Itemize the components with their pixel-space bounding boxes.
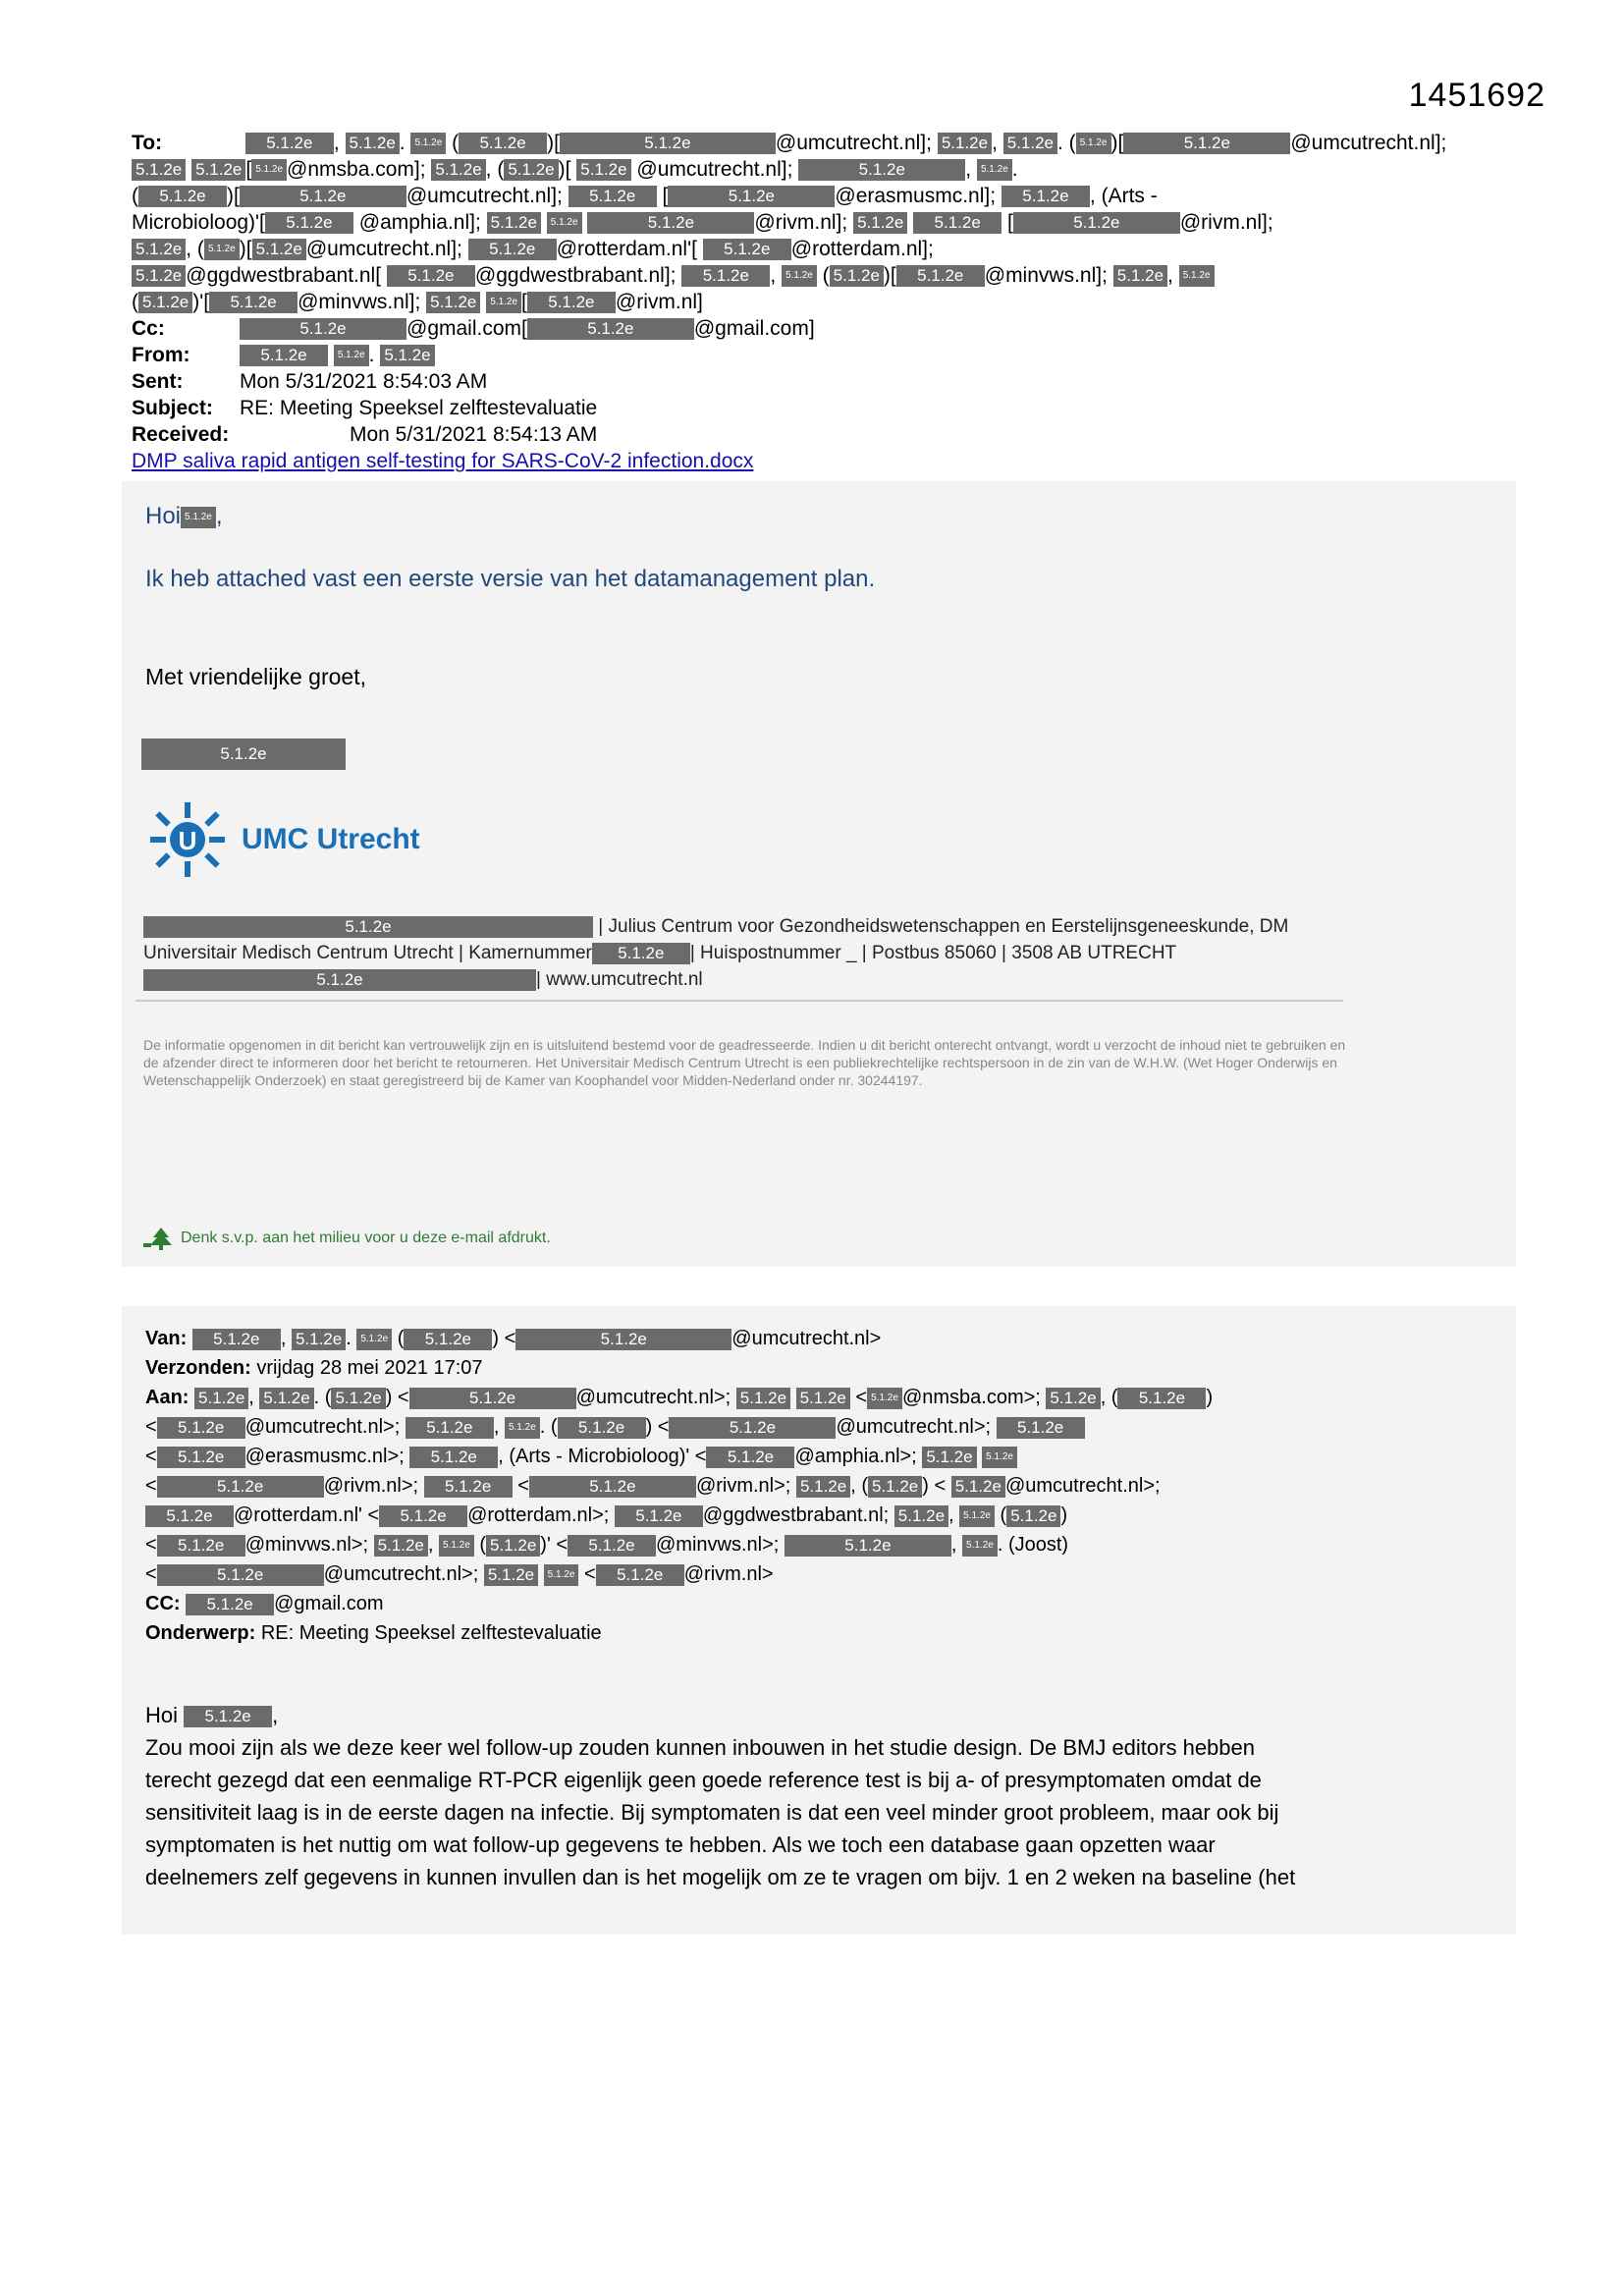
aan-line-3: < 5.1.2e @erasmusmc.nl>; 5.1.2e , (Arts - Microbioloog)' < 5.1.2e @amphia.nl>; 5.1.2e 5.1.2e (145, 1442, 1510, 1471)
redaction: 5.1.2e (240, 186, 406, 207)
address: @gmail.com (274, 1593, 384, 1614)
subject-label: Subject: (132, 397, 213, 419)
redaction: 5.1.2e (1003, 133, 1057, 154)
environment-text: Denk s.v.p. aan het milieu voor u deze e-mail afdrukt. (181, 1230, 551, 1246)
signature-text: | Huispostnummer _ | Postbus 85060 | 3508 AB UTRECHT (689, 943, 1177, 963)
address: @ggdwestbrabant.nl; (702, 1504, 890, 1526)
address: @umcutrecht.nl>; (1004, 1475, 1161, 1497)
greeting-text: Hoi (145, 503, 182, 529)
verzonden-value: vrijdag 28 mei 2021 17:07 (256, 1357, 483, 1379)
redaction: 5.1.2e (380, 345, 434, 366)
redaction: 5.1.2e (853, 212, 907, 234)
body-line: terecht gezegd dat een eenmalige RT-PCR eigenlijk geen goede reference test is bij a- of presymptomaten omdat de (145, 1768, 1262, 1792)
address: @minvws.nl>; (244, 1534, 369, 1556)
from-line: From: 5.1.2e 5.1.2e . 5.1.2e (132, 342, 1526, 368)
redaction: 5.1.2e (527, 292, 616, 313)
redaction: 5.1.2e (424, 1476, 513, 1498)
redaction: 5.1.2e (157, 1535, 245, 1557)
address: @rivm.nl>; (695, 1475, 791, 1497)
redaction: 5.1.2e (867, 1388, 902, 1409)
forward-header (145, 1324, 1510, 1648)
address: @umcutrecht.nl>; (575, 1387, 731, 1408)
redaction: 5.1.2e (265, 212, 353, 234)
greeting-2: Hoi 5.1.2e , (145, 1703, 279, 1727)
van-line: Van: 5.1.2e , 5.1.2e . 5.1.2e ( 5.1.2e ) < 5.1.2e @umcutrecht.nl> (145, 1328, 882, 1349)
onderwerp-line (145, 1618, 1510, 1648)
redaction: 5.1.2e (346, 133, 400, 154)
redaction: 5.1.2e (736, 1388, 790, 1409)
redaction: 5.1.2e (706, 1447, 794, 1468)
redaction: 5.1.2e (1179, 265, 1215, 287)
address: @rotterdam.nl>; (467, 1504, 610, 1526)
address: @gmail.com] (693, 317, 815, 340)
message-2 (122, 1306, 1516, 1935)
aan-line-7: < 5.1.2e @umcutrecht.nl>; 5.1.2e 5.1.2e < 5.1.2e @rivm.nl> (145, 1563, 774, 1585)
redaction: 5.1.2e (245, 133, 334, 154)
redaction: 5.1.2e (143, 969, 536, 991)
onderwerp-value: RE: Meeting Speeksel zelftestevaluatie (260, 1622, 602, 1644)
address: @ggdwestbrabant.nl[ (186, 264, 382, 287)
disclaimer: De informatie opgenomen in dit bericht kan vertrouwelijk zijn en is uitsluitend bestemd voor de geadresseerde. Indien u dit bericht onterecht ontvangt, wordt u verzocht de inhoud niet te gebruiken en de afzender direct te informeren door het bericht te retourneren. Het Universitair Medisch Centrum Utrecht is een publiekrechtelijke rechtspersoon in de zin van de W.H.W. (Wet Hoger Onderwijs en Wetenschappelijk Onderzoek) en staat geregistreerd bij de Kamer van Koophandel voor Midden-Nederland onder nr. 30244197. (143, 1037, 1346, 1088)
redaction: 5.1.2e (157, 1417, 245, 1439)
redaction: 5.1.2e (191, 159, 245, 181)
redaction: 5.1.2e (356, 1329, 392, 1350)
address: @nmsba.com]; (287, 158, 426, 181)
to-line-7: ( 5.1.2e )'[ 5.1.2e @minvws.nl]; 5.1.2e 5.1.2e [ 5.1.2e @rivm.nl] (132, 291, 703, 313)
redaction: 5.1.2e (568, 1535, 656, 1557)
redaction: 5.1.2e (515, 1329, 731, 1350)
to-line-1: To: 5.1.2e , 5.1.2e . 5.1.2e ( 5.1.2e )[ 5.1.2e @umcutrecht.nl]; 5.1.2e , 5.1.2e . ( 5.1.2e )[ 5.1.2e @umcutrecht.nl]; (132, 132, 1447, 154)
aan-line-2: < 5.1.2e @umcutrecht.nl>; 5.1.2e , 5.1.2e . ( 5.1.2e ) < 5.1.2e @umcutrecht.nl>; 5.1.2e (145, 1412, 1510, 1442)
cc-line-2 (145, 1589, 1510, 1618)
van-label: Van: (145, 1328, 188, 1349)
to-line-6: 5.1.2e @ggdwestbrabant.nl[ 5.1.2e @ggdwestbrabant.nl]; 5.1.2e , 5.1.2e ( 5.1.2e )[ 5.1.2e @minvws.nl]; 5.1.2e , 5.1.2e (132, 262, 1526, 289)
email-header (132, 130, 1526, 474)
message-body: Ik heb attached vast een eerste versie van het datamanagement plan. (145, 566, 876, 592)
address: @umcutrecht.nl]; (636, 158, 793, 181)
redaction: 5.1.2e (830, 265, 884, 287)
to-line-4: Microbioloog)'[ 5.1.2e @amphia.nl]; 5.1.2e 5.1.2e 5.1.2e @rivm.nl]; 5.1.2e 5.1.2e [ 5.1.2e @rivm.nl]; (132, 211, 1273, 234)
redaction: 5.1.2e (997, 1417, 1085, 1439)
address: @minvws.nl]; (298, 291, 421, 313)
address: @umcutrecht.nl>; (244, 1416, 401, 1438)
redaction: 5.1.2e (240, 318, 406, 340)
umc-logo-icon (143, 800, 232, 879)
redaction: 5.1.2e (782, 265, 817, 287)
address: Microbioloog)'[ (132, 211, 265, 234)
address: @umcutrecht.nl]; (406, 185, 563, 207)
redaction: 5.1.2e (703, 239, 791, 260)
redaction: 5.1.2e (157, 1447, 245, 1468)
address: @rivm.nl]; (1179, 211, 1273, 234)
redaction: 5.1.2e (982, 1447, 1017, 1468)
aan-line-6: < 5.1.2e @minvws.nl>; 5.1.2e , 5.1.2e ( 5.1.2e )' < 5.1.2e @minvws.nl>; 5.1.2e , 5.1.2e . (Joost) (145, 1534, 1069, 1556)
redaction: 5.1.2e (544, 1564, 579, 1586)
body-line: sensitiviteit laag is in de eerste dagen na infectie. Bij symptomaten is dat een veel minder groot probleem, maar ook bij (145, 1800, 1279, 1825)
redaction: 5.1.2e (785, 1535, 951, 1557)
redaction: 5.1.2e (252, 239, 306, 260)
redaction: 5.1.2e (204, 239, 240, 260)
signature-text: | Julius Centrum voor Gezondheidswetenschappen en Eerstelijnsgeneeskunde, DM (598, 916, 1289, 937)
redaction: 5.1.2e (977, 159, 1012, 181)
redaction: 5.1.2e (334, 345, 369, 366)
redaction: 5.1.2e (486, 1535, 540, 1557)
redaction: 5.1.2e (138, 186, 227, 207)
redaction: 5.1.2e (938, 133, 992, 154)
redaction: 5.1.2e (157, 1476, 324, 1498)
redaction: 5.1.2e (251, 159, 287, 181)
redaction: 5.1.2e (192, 1329, 281, 1350)
redaction: 5.1.2e (209, 292, 298, 313)
redaction: 5.1.2e (894, 1505, 948, 1527)
redaction: 5.1.2e (681, 265, 770, 287)
website-link[interactable]: | www.umcutrecht.nl (536, 969, 703, 990)
redaction: 5.1.2e (138, 292, 192, 313)
redaction: 5.1.2e (962, 1535, 998, 1557)
environment-note (143, 1226, 551, 1251)
redaction: 5.1.2e (387, 265, 475, 287)
address: @rotterdam.nl]; (790, 238, 934, 260)
body-line: symptomaten is het nuttig om wat follow-up gegevens te hebben. Als we toch een database gaan opzetten waar (145, 1832, 1216, 1857)
redaction: 5.1.2e (132, 239, 186, 260)
address: @rivm.nl]; (754, 211, 848, 234)
redaction: 5.1.2e (157, 1564, 324, 1586)
address: @umcutrecht.nl>; (836, 1416, 992, 1438)
redaction: 5.1.2e (292, 1329, 346, 1350)
redaction: 5.1.2e (798, 159, 965, 181)
redaction: 5.1.2e (505, 1417, 540, 1439)
redaction: 5.1.2e (1001, 186, 1090, 207)
subject-value: RE: Meeting Speeksel zelftestevaluatie (240, 397, 598, 419)
umc-logo (143, 800, 420, 879)
body-line: deelnemers zelf gegevens in kunnen invullen dan is het mogelijk om ze te vragen om bijv. 1 en 2 weken na baseline (het (145, 1865, 1296, 1889)
redaction: 5.1.2e (331, 1388, 385, 1409)
aan-line-5: 5.1.2e @rotterdam.nl' < 5.1.2e @rotterdam.nl>; 5.1.2e @ggdwestbrabant.nl; 5.1.2e , 5.1.2e ( 5.1.2e ) (145, 1501, 1510, 1530)
verzonden-line (145, 1353, 1510, 1383)
redaction: 5.1.2e (184, 1706, 272, 1727)
address: @umcutrecht.nl> (731, 1328, 882, 1349)
aan-line-1: Aan: 5.1.2e , 5.1.2e . ( 5.1.2e ) < 5.1.2e @umcutrecht.nl>; 5.1.2e 5.1.2e < 5.1.2e @nmsba.com>; 5.1.2e , ( 5.1.2e ) (145, 1387, 1214, 1408)
address: @umcutrecht.nl>; (323, 1563, 479, 1585)
address: @minvws.nl>; (656, 1534, 780, 1556)
verzonden-label: Verzonden: (145, 1357, 251, 1379)
redaction: 5.1.2e (1076, 133, 1111, 154)
redaction: 5.1.2e (431, 159, 485, 181)
cc-line (132, 315, 1526, 342)
address: @rivm.nl> (683, 1563, 774, 1585)
to-line-3: ( 5.1.2e )[ 5.1.2e @umcutrecht.nl]; 5.1.2e [ 5.1.2e @erasmusmc.nl]; 5.1.2e , (Arts - (132, 185, 1158, 207)
redaction: 5.1.2e (615, 1505, 703, 1527)
redaction: 5.1.2e (669, 1417, 836, 1439)
redaction: 5.1.2e (426, 292, 480, 313)
redaction: 5.1.2e (913, 212, 1001, 234)
redaction: 5.1.2e (1006, 1505, 1060, 1527)
redaction: 5.1.2e (547, 212, 582, 234)
address: @rivm.nl>; (323, 1475, 419, 1497)
redaction: 5.1.2e (409, 1388, 576, 1409)
greeting-text: Hoi (145, 1703, 179, 1727)
redaction: 5.1.2e (141, 738, 346, 770)
address: @rivm.nl] (615, 291, 703, 313)
redaction: 5.1.2e (868, 1476, 922, 1498)
address: @gmail.com[ (406, 317, 527, 340)
redaction: 5.1.2e (410, 133, 446, 154)
redaction: 5.1.2e (439, 1535, 474, 1557)
redaction: 5.1.2e (194, 1388, 248, 1409)
redaction: 5.1.2e (1046, 1388, 1100, 1409)
redaction: 5.1.2e (143, 916, 593, 938)
redaction: 5.1.2e (529, 1476, 696, 1498)
svg-text:U: U (178, 826, 197, 855)
redaction: 5.1.2e (484, 1564, 538, 1586)
redaction: 5.1.2e (374, 1535, 428, 1557)
redaction: 5.1.2e (959, 1505, 995, 1527)
redaction: 5.1.2e (558, 1417, 646, 1439)
tree-icon (143, 1226, 173, 1251)
message-1 (122, 481, 1516, 1267)
redaction: 5.1.2e (527, 318, 694, 340)
address: @umcutrecht.nl]; (305, 238, 462, 260)
redaction: 5.1.2e (587, 212, 754, 234)
address: @rotterdam.nl'[ (556, 238, 697, 260)
redaction: 5.1.2e (951, 1476, 1005, 1498)
address: @ggdwestbrabant.nl]; (474, 264, 677, 287)
aan-line-4: < 5.1.2e @rivm.nl>; 5.1.2e < 5.1.2e @rivm.nl>; 5.1.2e , ( 5.1.2e ) < 5.1.2e @umcutrecht.nl>; (145, 1475, 1161, 1497)
redaction: 5.1.2e (409, 1447, 498, 1468)
redaction: 5.1.2e (568, 186, 657, 207)
to-line-2: 5.1.2e 5.1.2e [ 5.1.2e @nmsba.com]; 5.1.2e , ( 5.1.2e )[ 5.1.2e @umcutrecht.nl]; 5.1.2e , 5.1.2e . (132, 156, 1526, 183)
sent-line (132, 368, 1526, 395)
attachment-line (132, 448, 1526, 474)
signature-block (143, 913, 1420, 993)
address: @minvws.nl]; (984, 264, 1108, 287)
sent-label: Sent: (132, 370, 184, 393)
document-id: 1451692 (1408, 77, 1545, 114)
redaction: 5.1.2e (379, 1505, 467, 1527)
redaction: 5.1.2e (922, 1447, 976, 1468)
body-line: Zou mooi zijn als we deze keer wel follow-up zouden kunnen inbouwen in het studie design. De BMJ editors hebben (145, 1735, 1256, 1760)
redaction: 5.1.2e (406, 1417, 494, 1439)
received-line (132, 421, 1526, 448)
redaction: 5.1.2e (796, 1476, 850, 1498)
to-line-5: 5.1.2e , ( 5.1.2e )[ 5.1.2e @umcutrecht.nl]; 5.1.2e @rotterdam.nl'[ 5.1.2e @rotterdam.nl]; (132, 236, 1526, 262)
redaction: 5.1.2e (459, 133, 547, 154)
signature-line-2 (143, 940, 1420, 966)
sent-value: Mon 5/31/2021 8:54:03 AM (240, 370, 488, 393)
from-label: From: (132, 344, 190, 366)
address: @erasmusmc.nl>; (244, 1446, 405, 1467)
redaction: 5.1.2e (259, 1388, 313, 1409)
aan-label: Aan: (145, 1387, 189, 1408)
logo-text: UMC Utrecht (242, 823, 420, 855)
address: @amphia.nl>; (794, 1446, 917, 1467)
redaction: 5.1.2e (1117, 1388, 1206, 1409)
redaction: 5.1.2e (1113, 265, 1167, 287)
redaction: 5.1.2e (240, 345, 328, 366)
redaction: 5.1.2e (1123, 133, 1290, 154)
closing: Met vriendelijke groet, (145, 664, 366, 689)
address: @umcutrecht.nl]; (775, 132, 932, 154)
redaction: 5.1.2e (468, 239, 557, 260)
subject-line (132, 395, 1526, 421)
signature-text: Universitair Medisch Centrum Utrecht | Kamernummer (143, 943, 592, 963)
redaction: 5.1.2e (404, 1329, 492, 1350)
signature-line-1 (143, 913, 1420, 940)
redaction: 5.1.2e (592, 943, 690, 964)
redaction: 5.1.2e (181, 507, 216, 528)
address: (Joost) (1007, 1534, 1069, 1556)
received-label: Received: (132, 423, 230, 446)
redaction: 5.1.2e (132, 159, 186, 181)
received-value: Mon 5/31/2021 8:54:13 AM (350, 423, 598, 446)
address: (Arts - Microbioloog)' < (509, 1446, 707, 1467)
signature-line-3 (143, 966, 1420, 993)
address: @umcutrecht.nl]; (1290, 132, 1447, 154)
onderwerp-label: Onderwerp: (145, 1622, 256, 1644)
address: @erasmusmc.nl]; (835, 185, 997, 207)
redaction: 5.1.2e (487, 212, 541, 234)
to-label: To: (132, 132, 163, 154)
signature-name (141, 738, 346, 770)
redaction: 5.1.2e (596, 1564, 684, 1586)
message-2-body (145, 1699, 1500, 1893)
address: @nmsba.com>; (901, 1387, 1041, 1408)
divider (135, 1000, 1343, 1002)
address: @rotterdam.nl' < (234, 1504, 380, 1526)
redaction: 5.1.2e (1013, 212, 1180, 234)
redaction: 5.1.2e (486, 292, 521, 313)
address: @amphia.nl]; (358, 211, 481, 234)
cc-label: Cc: (132, 317, 165, 340)
redaction: 5.1.2e (560, 133, 776, 154)
redaction: 5.1.2e (186, 1594, 274, 1615)
address: (Arts - (1101, 185, 1158, 207)
redaction: 5.1.2e (796, 1388, 850, 1409)
attachment-link[interactable]: DMP saliva rapid antigen self-testing for SARS-CoV-2 infection.docx (132, 450, 754, 472)
redaction: 5.1.2e (668, 186, 835, 207)
redaction: 5.1.2e (576, 159, 630, 181)
redaction: 5.1.2e (145, 1505, 234, 1527)
cc-label: CC: (145, 1593, 181, 1614)
redaction: 5.1.2e (896, 265, 985, 287)
redaction: 5.1.2e (504, 159, 558, 181)
redaction: 5.1.2e (132, 265, 186, 287)
greeting: Hoi 5.1.2e , (145, 503, 223, 529)
